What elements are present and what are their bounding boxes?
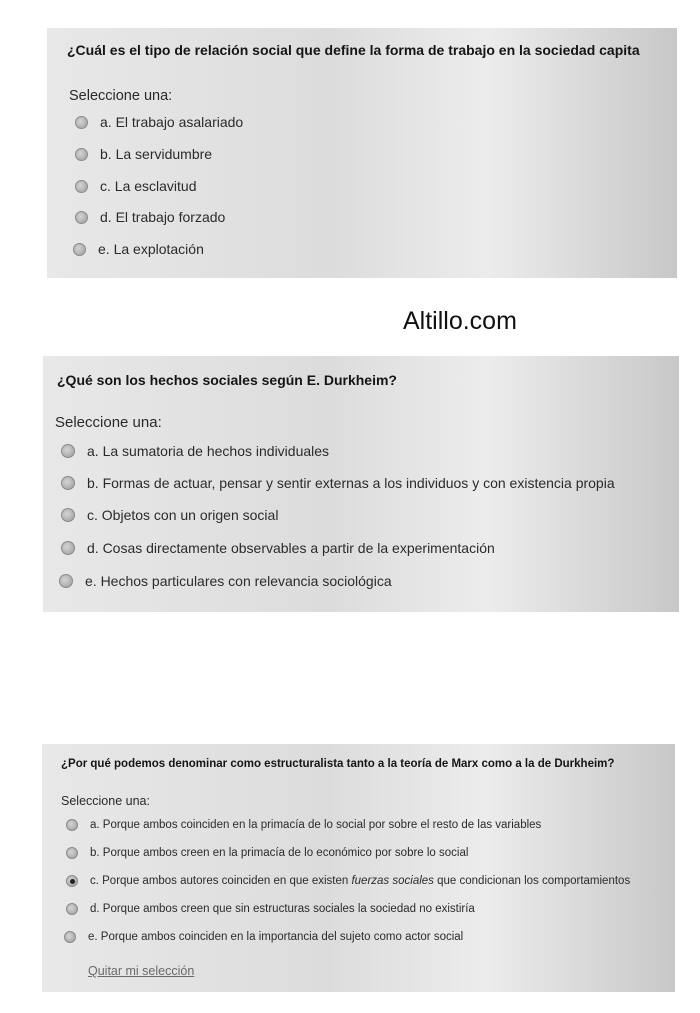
option-label: b. La servidumbre: [100, 146, 213, 162]
radio-button[interactable]: [75, 116, 88, 129]
option-b[interactable]: [61, 475, 615, 491]
radio-button[interactable]: [66, 819, 78, 831]
option-label: e. La explotación: [98, 241, 204, 257]
select-one-prompt: Seleccione una:: [55, 414, 162, 431]
option-a[interactable]: [66, 819, 541, 831]
question-title: ¿Qué son los hechos sociales según E. Durkheim?: [57, 372, 397, 388]
radio-button[interactable]: [61, 508, 75, 522]
option-a[interactable]: [75, 114, 243, 130]
question-title: ¿Por qué podemos denominar como estructuralista tanto a la teoría de Marx como a la de Durkheim?: [61, 758, 615, 770]
question-card-2: [43, 356, 679, 612]
option-d[interactable]: [75, 209, 225, 225]
option-label: a. La sumatoria de hechos individuales: [87, 443, 330, 459]
radio-button[interactable]: [64, 931, 76, 943]
radio-button-selected[interactable]: [66, 875, 78, 887]
option-label: b. Porque ambos creen en la primacía de lo económico por sobre lo social: [90, 847, 469, 859]
radio-button[interactable]: [66, 903, 78, 915]
question-title: ¿Cuál es el tipo de relación social que define la forma de trabajo en la sociedad capita: [67, 42, 640, 58]
select-one-prompt: Seleccione una:: [61, 794, 150, 808]
option-b[interactable]: [66, 847, 468, 859]
radio-button[interactable]: [61, 541, 75, 555]
option-e[interactable]: [73, 241, 204, 257]
option-label: e. Porque ambos coinciden en la importancia del sujeto como actor social: [88, 931, 464, 943]
watermark-text: Altillo.com: [403, 307, 517, 335]
option-label: a. Porque ambos coinciden en la primacía de lo social por sobre el resto de las variables: [90, 819, 542, 831]
option-e[interactable]: [64, 931, 463, 943]
option-label: e. Hechos particulares con relevancia sociológica: [85, 573, 392, 589]
option-d[interactable]: [66, 903, 475, 915]
option-a[interactable]: [61, 443, 329, 459]
radio-button[interactable]: [73, 243, 86, 256]
option-label: b. Formas de actuar, pensar y sentir externas a los individuos y con existencia propia: [87, 475, 615, 491]
option-label-emphasis: fuerzas sociales: [351, 875, 434, 887]
select-one-prompt: Seleccione una:: [69, 88, 173, 104]
option-label: c. La esclavitud: [100, 178, 197, 194]
radio-button[interactable]: [61, 476, 75, 490]
option-b[interactable]: [75, 146, 212, 162]
option-label: c. Objetos con un origen social: [87, 507, 279, 523]
radio-button[interactable]: [61, 444, 75, 458]
option-label-end: que condicionan los comportamientos: [433, 875, 631, 887]
option-label: d. El trabajo forzado: [100, 209, 226, 225]
option-label-start: c. Porque ambos autores coinciden en que existen: [90, 875, 352, 887]
radio-button[interactable]: [66, 847, 78, 859]
option-label: a. El trabajo asalariado: [100, 114, 244, 130]
radio-button[interactable]: [75, 180, 88, 193]
option-e[interactable]: [59, 573, 392, 589]
option-c[interactable]: [66, 875, 630, 887]
clear-selection-link[interactable]: Quitar mi selección: [88, 964, 195, 978]
radio-button[interactable]: [59, 574, 73, 588]
question-card-1: [47, 28, 677, 278]
option-label: d. Cosas directamente observables a partir de la experimentación: [87, 540, 495, 556]
option-d[interactable]: [61, 540, 495, 556]
option-c[interactable]: [61, 507, 278, 523]
radio-button[interactable]: [75, 211, 88, 224]
option-label: d. Porque ambos creen que sin estructuras sociales la sociedad no existiría: [90, 903, 475, 915]
radio-button[interactable]: [75, 148, 88, 161]
option-c[interactable]: [75, 178, 197, 194]
question-card-3: [42, 744, 675, 992]
option-label: [90, 875, 630, 887]
